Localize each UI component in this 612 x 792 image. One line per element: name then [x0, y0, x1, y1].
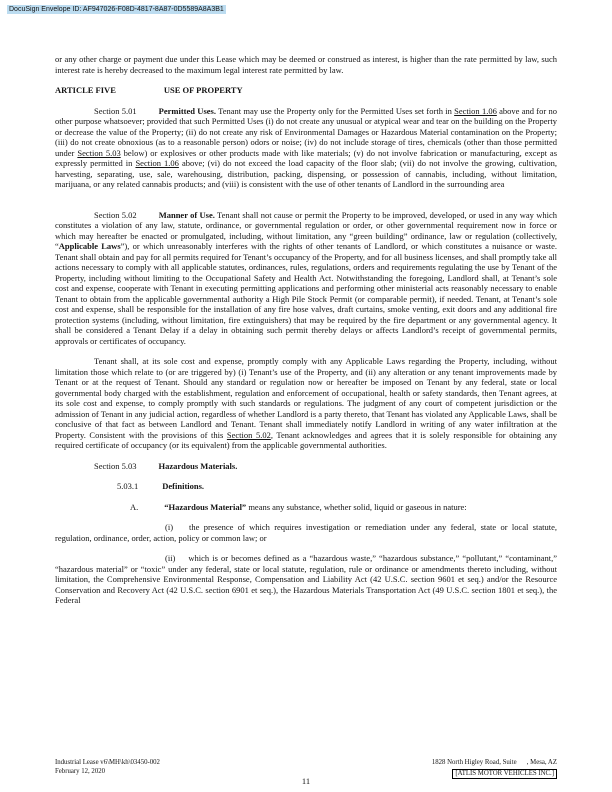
page-footer	[0, 758, 612, 792]
definition-a-hazardous-material: A. “Hazardous Material” means any substance, whether solid, liquid or gaseous in nature:	[130, 501, 467, 512]
section-5-02-manner-of-use: Section 5.02 Manner of Use. Tenant shall not cause or permit the Property to be improved, developed, or used in any way which constitutes a violation of any law, statute, ordinance, or governmental regulation or order, or other governmental requirement now in force or which may hereafter be enacted or promulgated, including, without limitation, any “green building” ordinance, law or regulation (collectively, “Applicable Laws”), or which unreasonably interferes with the rights of other tenants of Landlord, or which constitutes a nuisance or waste. Tenant shall obtain and pay for all permits required for Tenant’s occupancy of the Property, and for all business licenses, and shall promptly take all actions necessary to comply with all applicable statutes, ordinances, rules, regulations, orders and requirements regulating the use by Tenant of the Property, including without limiting to the Occupational Safety and Health Act. Notwithstanding the foregoing, Landlord shall, at Tenant’s sole cost and expense, cooperate with Tenant in executing permitting applications and performing other ministerial acts reasonably necessary to enable Tenant to obtain from the applicable governmental authority a High Pile Stock Permit (or comparable permit), if needed. Tenant, at Tenant’s sole cost and expense, shall be responsible for the installation of any fire hose valves, draft curtains, smoke venting, exit doors and any additional fire protection systems (including, without limitation, fire extinguishers) that may be required by the fire department or any governmental agency. It shall be considered a Tenant Delay if a delay in obtaining such permit thereby delays or affects Landlord’s receipt of governmental permits, approvals or certificates of occupancy.	[55, 209, 557, 346]
section-5-01-permitted-uses: Section 5.01 Permitted Uses. Tenant may use the Property only for the Permitted Uses set forth in Section 1.06 above and for no other purpose whatsoever; provided that such Permitted Uses (i) do not create any unusual or atypical wear and tear on the building on the Property or decrease the value of the Property; (ii) do not create any risk of Environmental Damages or Hazardous Material contamination on the Property; (iii) do not create obnoxious (as to a reasonable person) odors or noise; (iv) do not include storage of tires, chemicals (other than those permitted under Section 5.03 below) or explosives or other products made with like materials; (v) do not involve fabrication or manufacturing, except as expressly permitted in Section 1.06 above; (vi) do not exceed the load capacity of the floor slab; (vii) do not involve the growing, cultivation, harvesting, separating, use, sale, warehousing, distribution, packing, dispensing, or possession of cannabis, including, without limitation, marijuana, or any related cannabis products; and (viii) is consistent with the use of other tenants of Landlord in the surrounding area	[55, 105, 558, 189]
definition-a-item-i: (i) the presence of which requires investigation or remediation under any federal, state or local statute, regulation, ordinance, order, action, policy or common law; or	[55, 522, 557, 543]
doc-date-line: February 12, 2020	[55, 767, 106, 775]
document-reference-block	[55, 759, 160, 776]
section-5-03-hazardous-materials: Section 5.03 Hazardous Materials.	[94, 460, 238, 471]
paragraph-interest-continuation: or any other charge or payment due under this Lease which may be deemed or construed as interest, is higher than the rate permitted by law, such interest rate is hereby decreased to the maximum legal interest rate permitted by law.	[55, 54, 557, 75]
definition-a-item-ii: (ii) which is or becomes defined as a “hazardous waste,” “hazardous substance,” “pollutant,” “contaminant,” “hazardous material” or “toxic” under any federal, state or local statute, regulation, rule or ordinance or amendments thereto including, without limitation, the Comprehensive Environmental Response, Compensation and Liability Act (42 U.S.C. section 9601 et seq.) and/or the Resource Conservation and Recovery Act (42 U.S.C. section 6901 et seq.), the Hazardous Materials Transportation Act (49 U.S.C. section 1801 et seq.), the Federal	[55, 553, 557, 605]
paragraph-tenant-compliance: Tenant shall, at its sole cost and expense, promptly comply with any Applicable Laws regarding the Property, including, without limitation those which relate to (or are triggered by) (i) Tenant’s use of the Property, and (ii) any alteration or any tenant improvements made by Tenant or at the request of Tenant. Should any standard or regulation now or hereafter be imposed on Tenant by any federal, state or local governmental body charged with the establishment, regulation and enforcement of occupational, health or safety standards, then Tenant agrees, at its sole cost and expense, to comply promptly with such standards or regulations. The judgment of any court of competent jurisdiction or the admission of Tenant in any judicial action, regardless of whether Landlord is a party thereto, that Tenant has violated any Applicable Laws, shall be conclusive of that fact as between Landlord and Tenant. Tenant shall immediately notify Landlord in writing of any water infiltration at the Property. Consistent with the provisions of this Section 5.02, Tenant acknowledges and agrees that it is solely responsible for obtaining any required certificate of occupancy (or its equivalent) from the applicable governmental authorities.	[55, 356, 558, 450]
company-name-box: [ATLIS MOTOR VEHICLES INC.]	[452, 769, 557, 780]
docusign-envelope-id: DocuSign Envelope ID: AF947026-F08D-4817-8A87-0D5589A8A3B1	[9, 6, 224, 13]
document-body	[55, 54, 557, 616]
page-number: 11	[301, 776, 311, 786]
subsection-5-03-1-definitions: 5.03.1 Definitions.	[117, 481, 205, 491]
property-address-line: 1828 North Higley Road, Suite , Mesa, AZ	[431, 759, 557, 766]
doc-reference-line: Industrial Lease v6\MH\kh\03450-002	[55, 759, 160, 766]
article-five-heading: ARTICLE FIVE USE OF PROPERTY	[55, 85, 243, 95]
